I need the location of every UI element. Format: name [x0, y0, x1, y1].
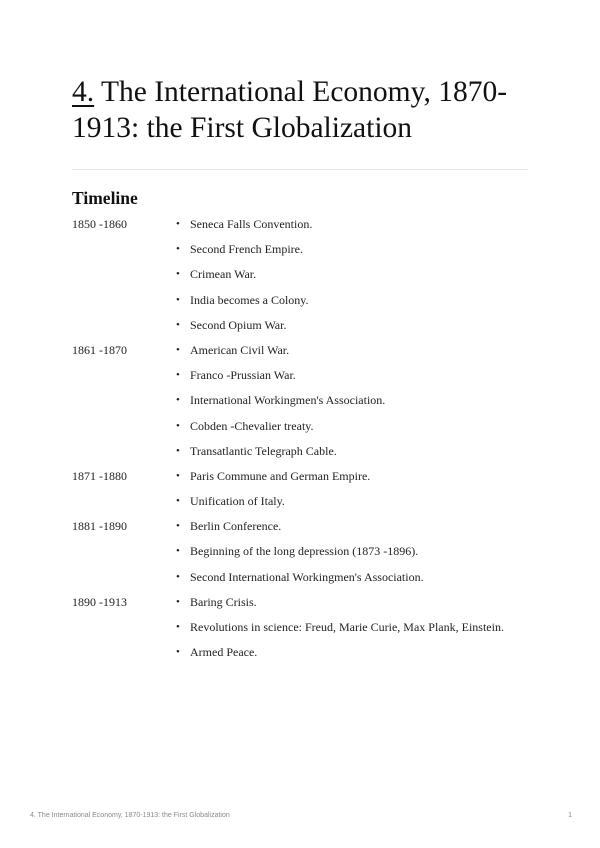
- event-text: Second Opium War.: [190, 317, 287, 332]
- event-item: [176, 644, 528, 661]
- timeline-period: [72, 594, 528, 661]
- bullet-icon: •: [176, 369, 180, 382]
- event-text: Paris Commune and German Empire.: [190, 468, 371, 483]
- bullet-icon: •: [176, 419, 180, 432]
- period-label: 1890 -1913: [72, 594, 127, 609]
- event-text: Revolutions in science: Freud, Marie Curie, Max Plank, Einstein.: [190, 620, 504, 634]
- event-item: [176, 317, 528, 334]
- timeline-period: [72, 216, 528, 334]
- bullet-icon: •: [176, 495, 180, 508]
- event-text: Armed Peace.: [190, 645, 258, 660]
- event-text: Cobden -Chevalier treaty.: [190, 418, 314, 433]
- event-item: [176, 241, 528, 258]
- event-text: Transatlantic Telegraph Cable.: [190, 443, 337, 458]
- event-text: Seneca Falls Convention.: [190, 217, 313, 231]
- event-text: Second French Empire.: [190, 242, 303, 257]
- event-item: [176, 418, 528, 435]
- event-item: [176, 216, 528, 233]
- timeline: [72, 216, 528, 669]
- bullet-icon: •: [176, 218, 180, 230]
- event-text: India becomes a Colony.: [190, 292, 309, 307]
- bullet-icon: •: [176, 444, 180, 457]
- event-item: [176, 493, 528, 510]
- bullet-icon: •: [176, 343, 180, 356]
- bullet-icon: •: [176, 646, 180, 659]
- event-item: [176, 342, 528, 359]
- event-text: International Workingmen's Association.: [190, 393, 386, 408]
- event-text: Berlin Conference.: [190, 519, 282, 534]
- timeline-period: [72, 468, 528, 510]
- event-text: Baring Crisis.: [190, 594, 257, 609]
- section-heading: Timeline: [72, 188, 138, 208]
- event-item: [176, 392, 528, 409]
- event-list: [72, 342, 528, 460]
- running-footer-title: 4. The International Economy, 1870-1913: the First Globalization: [30, 812, 230, 819]
- bullet-icon: •: [176, 520, 180, 533]
- period-label: 1850 -1860: [72, 217, 127, 231]
- bullet-icon: •: [176, 293, 180, 306]
- bullet-icon: •: [176, 318, 180, 331]
- chapter-title-text: The International Economy, 1870-1913: the First Globalization: [72, 76, 508, 144]
- event-item: [176, 518, 528, 535]
- period-label: 1871 -1880: [72, 468, 127, 483]
- period-label: 1861 -1870: [72, 342, 127, 357]
- bullet-icon: •: [176, 621, 180, 633]
- event-item: [176, 594, 528, 611]
- bullet-icon: •: [176, 268, 180, 281]
- page-number: 1: [568, 812, 572, 819]
- event-list: [72, 594, 528, 661]
- event-item: [176, 619, 528, 636]
- event-item: [176, 468, 528, 485]
- event-list: [72, 518, 528, 585]
- bullet-icon: •: [176, 545, 180, 558]
- title-divider: [72, 169, 528, 170]
- event-item: [176, 266, 528, 283]
- event-text: Crimean War.: [190, 267, 257, 282]
- event-item: [176, 543, 528, 560]
- period-label: 1881 -1890: [72, 519, 127, 534]
- event-item: [176, 569, 528, 586]
- timeline-period: [72, 342, 528, 460]
- event-text: American Civil War.: [190, 342, 290, 357]
- event-text: Beginning of the long depression (1873 -1896).: [190, 544, 419, 559]
- event-item: [176, 443, 528, 460]
- event-item: [176, 292, 528, 309]
- bullet-icon: •: [176, 394, 180, 407]
- bullet-icon: •: [176, 469, 180, 482]
- timeline-period: [72, 518, 528, 585]
- event-list: [72, 216, 528, 334]
- chapter-number: 4.: [72, 76, 95, 108]
- bullet-icon: •: [176, 595, 180, 608]
- bullet-icon: •: [176, 243, 180, 256]
- event-text: Second International Workingmen's Association.: [190, 569, 424, 584]
- event-text: Unification of Italy.: [190, 494, 285, 509]
- bullet-icon: •: [176, 570, 180, 583]
- chapter-title: [72, 74, 542, 146]
- event-list: [72, 468, 528, 510]
- event-item: [176, 367, 528, 384]
- event-text: Franco -Prussian War.: [190, 368, 296, 383]
